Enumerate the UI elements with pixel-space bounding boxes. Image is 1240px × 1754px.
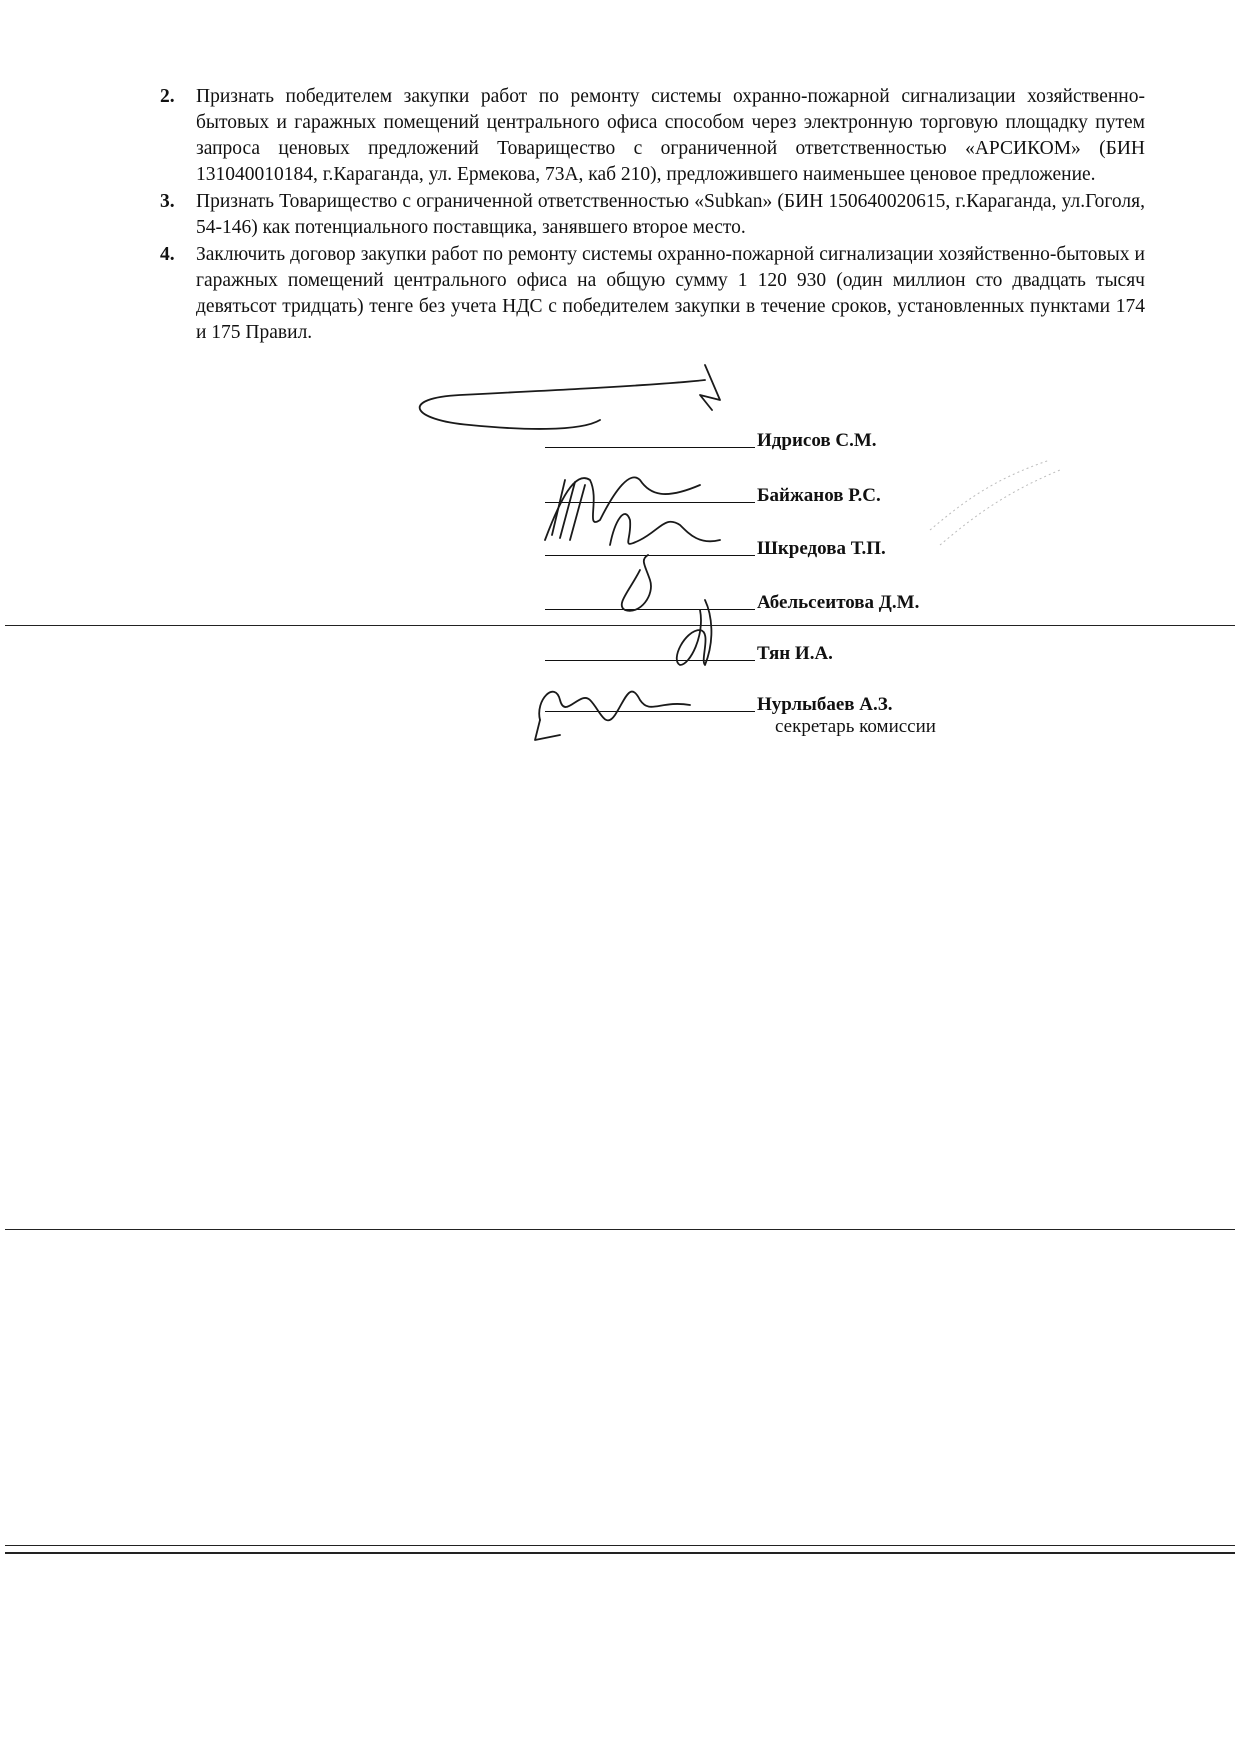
signature-line xyxy=(545,660,755,661)
signature-nurlybaev-tail xyxy=(535,720,560,740)
signature-row xyxy=(545,422,1005,452)
signature-line xyxy=(545,609,755,610)
signature-line xyxy=(545,555,755,556)
signatory-name: Идрисов С.М. xyxy=(757,430,877,451)
signature-line xyxy=(545,711,755,712)
horizontal-rule xyxy=(5,1229,1235,1230)
resolution-item-4 xyxy=(160,242,1145,346)
signature-idrisov-mark xyxy=(700,365,720,410)
horizontal-rule xyxy=(5,625,1235,626)
item-number: 4. xyxy=(160,244,175,265)
signature-line xyxy=(545,447,755,448)
signature-row xyxy=(545,635,1005,665)
resolution-item-3 xyxy=(160,189,1145,241)
double-rule-bottom xyxy=(5,1552,1235,1554)
item-text: Признать Товарищество с ограниченной ответственностью «Subkan» (БИН 150640020615, г.Караганда, ул.Гоголя, 54-146) как потенциального поставщика, занявшего второе место. xyxy=(196,191,1145,238)
signature-line xyxy=(545,502,755,503)
signatory-name: Абельсеитова Д.М. xyxy=(757,592,920,613)
signature-row xyxy=(545,477,1005,507)
resolution-list xyxy=(160,84,1145,347)
secretary-role: секретарь комиссии xyxy=(775,716,936,737)
signatory-name: Нурлыбаев А.З. xyxy=(757,694,893,715)
double-rule-top xyxy=(5,1545,1235,1546)
signatory-name: Тян И.А. xyxy=(757,643,833,664)
signature-row xyxy=(545,584,1005,614)
signature-row xyxy=(545,530,1005,560)
signatory-name: Байжанов Р.С. xyxy=(757,485,881,506)
item-number: 2. xyxy=(160,86,175,107)
item-text: Заключить договор закупки работ по ремонту системы охранно-пожарной сигнализации хозяйственно-бытовых и гаражных помещений центрального офиса на общую сумму 1 120 930 (один миллион сто двадцать тысяч девятьсот тридцать) тенге без учета НДС с победителем закупки в течение сроков, установленных пунктами 174 и 175 Правил. xyxy=(196,244,1145,343)
item-text: Признать победителем закупки работ по ремонту системы охранно-пожарной сигнализации хозяйственно-бытовых и гаражных помещений центрального офиса способом через электронную торговую площадку путем запроса ценовых предложений Товарищество с ограниченной ответственностью «АРСИКОМ» (БИН 131040010184, г.Караганда, ул. Ермекова, 73А, каб 210), предложившего наименьшее ценовое предложение. xyxy=(196,86,1145,185)
resolution-item-2 xyxy=(160,84,1145,188)
item-number: 3. xyxy=(160,191,175,212)
signature-row xyxy=(545,686,1005,716)
signatory-name: Шкредова Т.П. xyxy=(757,538,886,559)
